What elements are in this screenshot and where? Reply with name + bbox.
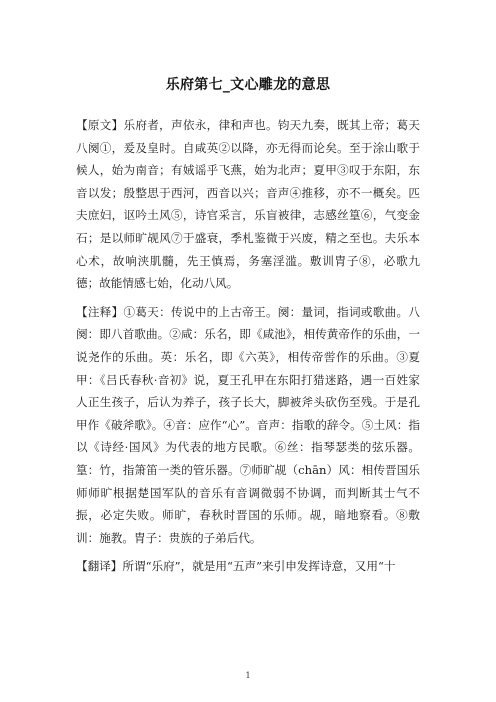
- paragraph-translation: 【翻译】所谓“乐府”，就是用“五声”来引申发挥诗意，又用“十: [76, 559, 396, 574]
- document-body: [76, 114, 420, 584]
- paragraph-annotations: 【注释】①葛天：传说中的上古帝王。阕：量词，指词或歌曲。八阕：即八首歌曲。②咸：乐名，即《咸池》，相传黄帝作的乐曲，一说尧作的乐曲。英：乐名，即《六英》，相传帝喾作的乐曲。③夏甲：《吕氏春秋·音初》说，夏王孔甲在东阳打猎迷路，遇一百姓家人正生孩子，后认为养子，孩子长大，脚被斧头砍伤至残。于是孔甲作《破斧歌》。④音：应作“心”。音声：指歌的辞令。⑤土风：指以《诗经·国风》为代表的地方民歌。⑥丝：指琴瑟类的弦乐器。篁：竹，指箫笛一类的管乐器。⑦师旷觇（chān）风：相传晋国乐师师旷根据楚国军队的音乐有音调微弱不协调，而判断其士气不振，必定失败。师旷，春秋时晋国的乐师。觇，暗地察看。⑧敷训：施教。胄子：贵族的子弟后代。: [76, 304, 420, 545]
- document-title: 乐府第七_文心雕龙的意思: [165, 77, 331, 93]
- paragraph-original-text: 【原文】乐府者，声依永，律和声也。钧天九奏，既其上帝；葛天八阕①，爰及皇时。自咸英②以降，亦无得而论矣。至于涂山歌于候人，始为南音；有娀谣乎飞燕，始为北声；夏甲③叹于东阳，东音以发；殷整思于西河，西音以兴；音声④推移，亦不一概矣。匹夫庶妇，讴吟土风⑤，诗官采言，乐盲被律，志感丝篁⑥，气变金石；是以师旷觇风⑦于盛衰，季札鉴微于兴废，精之至也。夫乐本心术，故响浃肌髓，先王慎焉，务塞淫滥。敷训胄子⑧，必歌九德；故能情感七始，化动八风。: [76, 118, 420, 291]
- page-number: 1: [245, 671, 251, 680]
